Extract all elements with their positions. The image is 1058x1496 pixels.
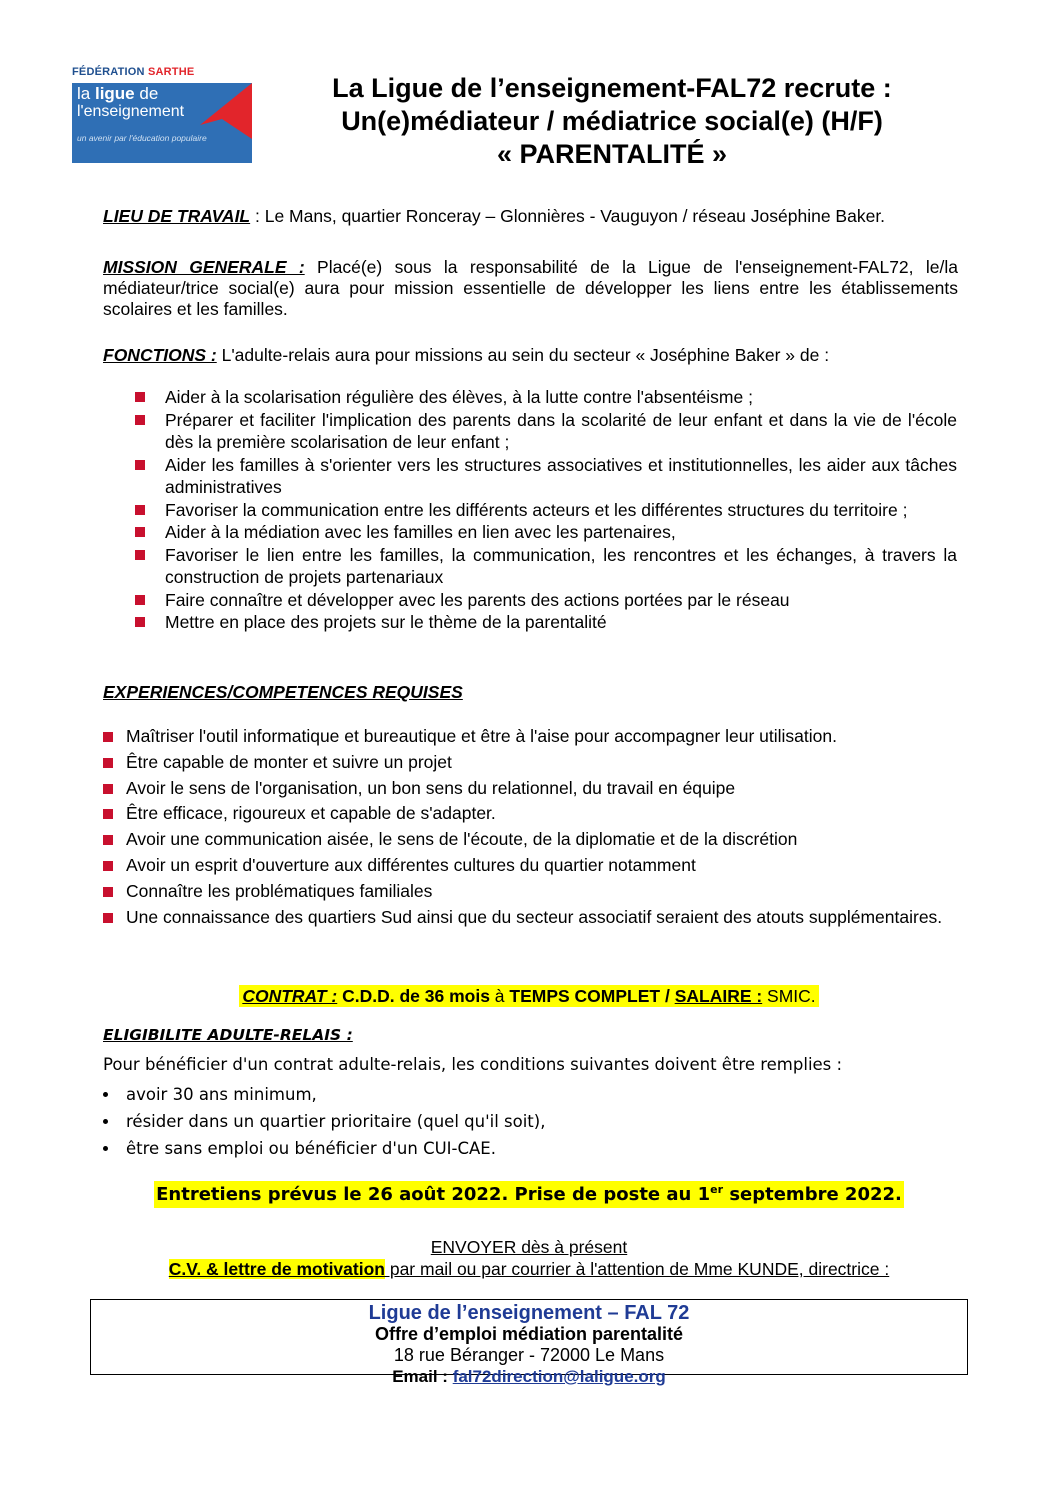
square-bullet-icon [103,732,113,742]
square-bullet-icon [103,784,113,794]
contrat-line [0,985,1058,1007]
square-bullet-icon [135,460,145,470]
bullet-dot-icon [103,1146,108,1151]
email-link[interactable]: fal72direction@laligue.org [452,1367,666,1386]
square-bullet-icon [103,758,113,768]
list-item: Aider les familles à s'orienter vers les structures associatives et institutionnelles, les aider aux tâches administratives [135,454,957,499]
mission-heading: MISSION GENERALE : [103,257,305,277]
experiences-list [103,724,958,930]
square-bullet-icon [103,887,113,897]
logo-red-triangle-icon [192,83,252,139]
fonctions-list [135,386,957,634]
contact-address: 18 rue Béranger - 72000 Le Mans [393,1345,665,1365]
list-item: Une connaissance des quartiers Sud ainsi que du secteur associatif seraient des atouts supplémentaires. [103,905,958,931]
lieu-text: : Le Mans, quartier Ronceray – Glonnières - Vauguyon / réseau Joséphine Baker. [250,206,886,226]
list-item: Connaître les problématiques familiales [103,879,958,905]
contact-box [90,1299,968,1386]
square-bullet-icon [103,835,113,845]
list-item: Favoriser la communication entre les différents acteurs et les différentes structures du territoire ; [135,499,957,522]
list-item: Maîtriser l'outil informatique et bureautique et être à l'aise pour accompagner leur utilisation. [103,724,958,750]
eligibilite-intro: Pour bénéficier d'un contrat adulte-relais, les conditions suivantes doivent être remplies : [103,1055,843,1074]
contact-offre: Offre d’emploi médiation parentalité [374,1324,684,1344]
envoyer-block [0,1236,1058,1280]
square-bullet-icon [135,415,145,425]
fonctions-paragraph [103,345,958,366]
square-bullet-icon [135,550,145,560]
salaire-label: SALAIRE : [674,986,763,1006]
list-item: Être capable de monter et suivre un projet [103,750,958,776]
square-bullet-icon [135,505,145,515]
entretiens-line [0,1183,1058,1205]
lieu-heading: LIEU DE TRAVAIL [103,206,251,226]
mission-text: Placé(e) sous la responsabilité de la Ligue de l'enseignement-FAL72, le/la médiateur/trice social(e) aura pour mission essentielle de développer les liens entre les établissements scolaires et les familles. [103,257,958,319]
square-bullet-icon [135,527,145,537]
list-item: Avoir un esprit d'ouverture aux différentes cultures du quartier notamment [103,853,958,879]
square-bullet-icon [103,809,113,819]
list-item: Mettre en place des projets sur le thème de la parentalité [135,611,957,634]
contact-email-line: Email : fal72direction@laligue.org [392,1367,666,1386]
list-item: Avoir une communication aisée, le sens de l'écoute, de la diplomatie et de la discrétion [103,827,958,853]
envoyer-instructions: C.V. & lettre de motivation par mail ou par courrier à l'attention de Mme KUNDE, directrice : [168,1259,890,1279]
contrat-highlight: CONTRAT : C.D.D. de 36 mois à TEMPS COMPLET / SALAIRE : SMIC. [239,985,818,1007]
list-item: avoir 30 ans minimum, [100,1081,545,1108]
mission-paragraph [103,257,958,320]
logo-box [72,83,252,163]
list-item: Faire connaître et développer avec les parents des actions portées par le réseau [135,589,957,612]
title-line-2: Un(e)médiateur / médiatrice social(e) (H/F) [341,106,883,136]
fonctions-text: L'adulte-relais aura pour missions au sein du secteur « Joséphine Baker » de : [216,345,830,365]
eligibilite-list [100,1081,545,1162]
fonctions-heading: FONCTIONS : [103,345,217,365]
list-item: Aider à la scolarisation régulière des élèves, à la lutte contre l'absentéisme ; [135,386,957,409]
bullet-dot-icon [103,1092,108,1097]
title-line-3: « PARENTALITÉ » [496,139,728,169]
contrat-heading: CONTRAT : [242,986,338,1006]
lieu-paragraph [103,206,958,227]
entretiens-highlight: Entretiens prévus le 26 août 2022. Prise de poste au 1er septembre 2022. [154,1181,904,1208]
experiences-heading: EXPERIENCES/COMPETENCES REQUISES [103,682,463,702]
envoyer-line: ENVOYER dès à présent [430,1237,628,1257]
square-bullet-icon [103,861,113,871]
eligibilite-heading: ELIGIBILITE ADULTE-RELAIS : [103,1026,353,1044]
logo-tagline: un avenir par l'éducation populaire [77,133,207,143]
list-item: Être efficace, rigoureux et capable de s'adapter. [103,801,958,827]
cv-highlight: C.V. & lettre de motivation [168,1259,385,1279]
list-item: Avoir le sens de l'organisation, un bon sens du relationnel, du travail en équipe [103,776,958,802]
square-bullet-icon [135,595,145,605]
salaire-value: SMIC. [762,986,816,1006]
list-item: Aider à la médiation avec les familles en lien avec les partenaires, [135,521,957,544]
bullet-dot-icon [103,1119,108,1124]
title-line-1: La Ligue de l’enseignement-FAL72 recrute : [332,73,892,103]
square-bullet-icon [135,617,145,627]
list-item: Favoriser le lien entre les familles, la communication, les rencontres et les échanges, à travers la construction de projets partenariaux [135,544,957,589]
square-bullet-icon [103,913,113,923]
list-item: être sans emploi ou bénéficier d'un CUI-CAE. [100,1135,545,1162]
square-bullet-icon [135,392,145,402]
logo-line2: l'enseignement [77,103,185,120]
organization-logo [72,66,252,162]
contact-org: Ligue de l’enseignement – FAL 72 [368,1302,690,1324]
logo-line1: la ligue de [77,84,159,103]
list-item: Préparer et faciliter l'implication des parents dans la scolarité de leur enfant et dans la vie de l'école dès la première scolarisation de leur enfant ; [135,409,957,454]
logo-federation-label: FÉDÉRATION SARTHE [72,66,195,78]
experiences-paragraph [103,682,958,703]
list-item: résider dans un quartier prioritaire (quel qu'il soit), [100,1108,545,1135]
page-title [262,72,962,171]
